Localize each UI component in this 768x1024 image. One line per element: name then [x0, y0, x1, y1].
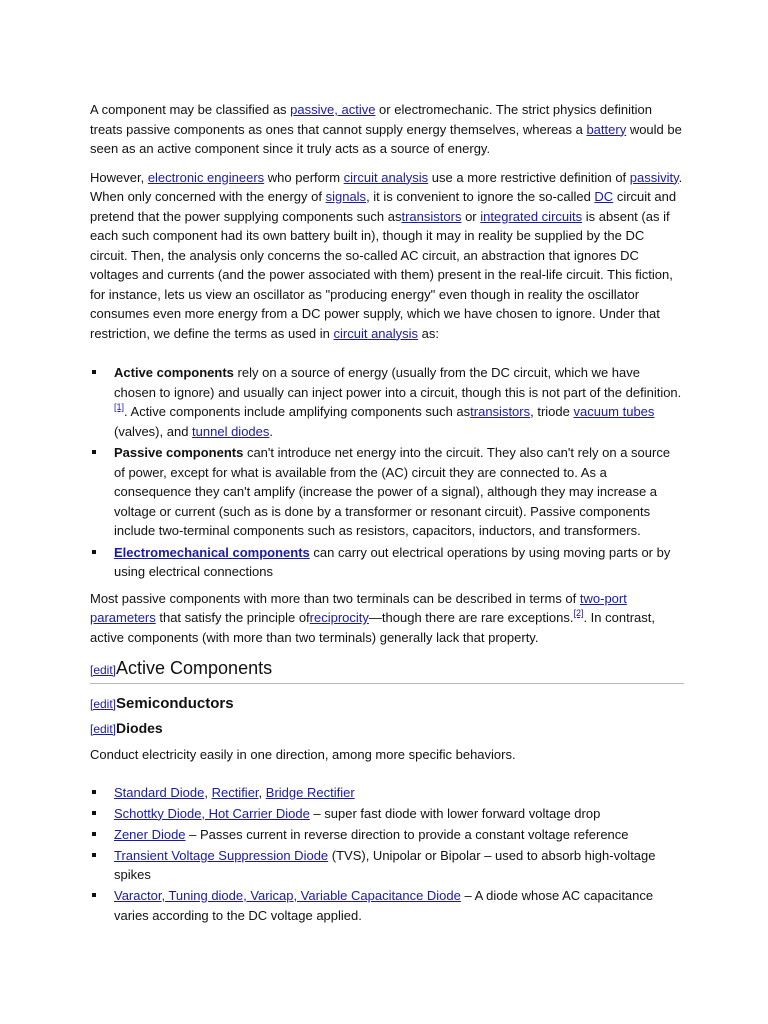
text: (valves), and	[114, 423, 193, 439]
link-standard-diode[interactable]: Standard Diode	[114, 784, 205, 800]
link-transistors-2[interactable]: transistors	[470, 404, 531, 419]
heading-text: Semiconductors	[116, 695, 234, 712]
link-passivity[interactable]: passivity	[629, 169, 679, 185]
text: Most passive components with more than two terminals can be described in terms of	[90, 590, 580, 606]
text: (TVS), Unipolar or Bipolar – used to absorb high-voltage spikes	[114, 847, 656, 882]
text: who perform	[264, 169, 344, 185]
link-vacuum-tubes[interactable]: vacuum tubes	[573, 404, 655, 419]
text: – Passes current in reverse direction to provide a constant voltage reference	[185, 826, 629, 842]
link-varactor-diode[interactable]: Varactor, Tuning diode, Varicap, Variable Capacitance Diode	[114, 888, 461, 903]
link-electronic-engineers[interactable]: electronic engineers	[147, 169, 265, 185]
link-passive-active[interactable]: passive, active	[290, 102, 376, 117]
list-item-passive	[90, 443, 684, 541]
link-two-port-parameters[interactable]: two-port parameters	[90, 590, 627, 625]
link-circuit-analysis[interactable]: circuit analysis	[343, 169, 429, 185]
list-item-standard-diode	[90, 783, 684, 803]
list-item-varactor-diode	[90, 886, 684, 925]
link-tunnel-diodes[interactable]: tunnel diodes	[192, 423, 270, 439]
diode-types-list	[90, 783, 684, 926]
text: can carry out electrical operations by using moving parts or by using electrical connections	[114, 544, 671, 579]
text: A component may be classified as	[90, 102, 291, 117]
link-circuit-analysis-2[interactable]: circuit analysis	[333, 325, 419, 341]
text: – A diode whose AC capacitance varies according to the DC voltage applied.	[114, 888, 654, 923]
text: or electromechanic. The strict physics definition treats passive components as ones that cannot supply energy themselves, whereas a	[90, 102, 652, 137]
heading-diodes	[90, 719, 684, 739]
definition-paragraph	[90, 168, 684, 344]
link-bridge-rectifier[interactable]: Bridge Rectifier	[265, 784, 355, 800]
heading-text: Active Components	[116, 658, 273, 678]
text: However,	[90, 169, 148, 185]
text: or	[461, 208, 481, 224]
text: as:	[418, 325, 440, 341]
heading-active-components	[90, 657, 684, 684]
reference-2[interactable]: [2]	[573, 608, 584, 618]
link-integrated-circuits[interactable]: integrated circuits	[480, 208, 583, 224]
two-port-paragraph	[90, 589, 684, 648]
text: .	[269, 423, 274, 439]
edit-link-active-components[interactable]: [edit]	[90, 663, 117, 677]
link-rectifier[interactable]: Rectifier	[211, 784, 259, 800]
heading-text: Diodes	[116, 720, 163, 736]
link-tvs-diode[interactable]: Transient Voltage Suppression Diode	[114, 847, 329, 863]
text: is absent (as if each such component had its own battery built in), though it may in reality be supplied by the DC circuit. Then, the analysis only concerns the so-called AC circuit, an abstraction that ignores DC voltages and currents (and the power associated with them) present in the real-life circuit. This fiction, for instance, lets us view an oscillator as "producing energy" even though in reality the oscillator consumes even more energy from a DC power supply, which we have chosen to ignore. Under that restriction, we define the terms as used in	[90, 208, 673, 341]
link-signals[interactable]: signals	[325, 189, 367, 204]
text: . Active components include amplifying components such as	[124, 404, 471, 419]
text: . When only concerned with the energy of	[90, 169, 683, 204]
reference-1[interactable]: [1]	[114, 402, 125, 412]
list-item-electromechanical	[90, 543, 684, 582]
text: use a more restrictive definition of	[428, 169, 630, 185]
component-types-list	[90, 363, 684, 582]
link-dc[interactable]: DC	[594, 189, 614, 204]
text: rely on a source of energy (usually from the DC circuit, which we have chosen to ignore) and usually can inject power into a circuit, though this is not part of the definition.	[114, 365, 682, 400]
list-item-zener-diode	[90, 825, 684, 845]
article-body	[90, 100, 684, 927]
text: , it is convenient to ignore the so-called	[366, 189, 595, 204]
link-zener-diode[interactable]: Zener Diode	[114, 826, 186, 842]
link-reciprocity[interactable]: reciprocity	[309, 610, 369, 625]
link-battery[interactable]: battery	[586, 121, 627, 137]
text: ,	[204, 784, 212, 800]
text: , triode	[530, 404, 574, 419]
edit-link-diodes[interactable]: [edit]	[90, 722, 117, 736]
text: . In contrast, active components (with more than two terminals) generally lack that property.	[90, 610, 655, 645]
diodes-intro: Conduct electricity easily in one direction, among more specific behaviors.	[90, 747, 516, 762]
intro-paragraph	[90, 100, 684, 159]
link-electromechanical-components[interactable]: Electromechanical components	[114, 544, 310, 560]
text: that satisfy the principle of	[155, 610, 310, 625]
term-active-components: Active components	[114, 365, 234, 380]
text: ,	[258, 784, 266, 800]
text: can't introduce net energy into the circuit. They also can't rely on a source of power, except for what is available from the (AC) circuit they are connected to. As a consequence they can't amplify (increase the power of a signal), although they may increase a voltage or current (such as is done by a transformer or resonant circuit). Passive components include two-terminal components such as resistors, capacitors, inductors, and transformers.	[114, 445, 671, 538]
link-transistors[interactable]: transistors	[401, 208, 462, 224]
text: would be seen as an active component since it truly acts as a source of energy.	[90, 121, 682, 156]
term-passive-components: Passive components	[114, 445, 244, 460]
list-item-active	[90, 363, 684, 441]
link-schottky-diode[interactable]: Schottky Diode, Hot Carrier Diode	[114, 805, 310, 821]
text: —though there are rare exceptions.	[368, 610, 574, 625]
text: circuit and pretend that the power supplying components such as	[90, 189, 677, 224]
heading-semiconductors	[90, 694, 684, 714]
list-item-tvs-diode	[90, 846, 684, 885]
text: – super fast diode with lower forward voltage drop	[309, 805, 601, 821]
list-item-schottky-diode	[90, 804, 684, 824]
edit-link-semiconductors[interactable]: [edit]	[90, 697, 117, 711]
